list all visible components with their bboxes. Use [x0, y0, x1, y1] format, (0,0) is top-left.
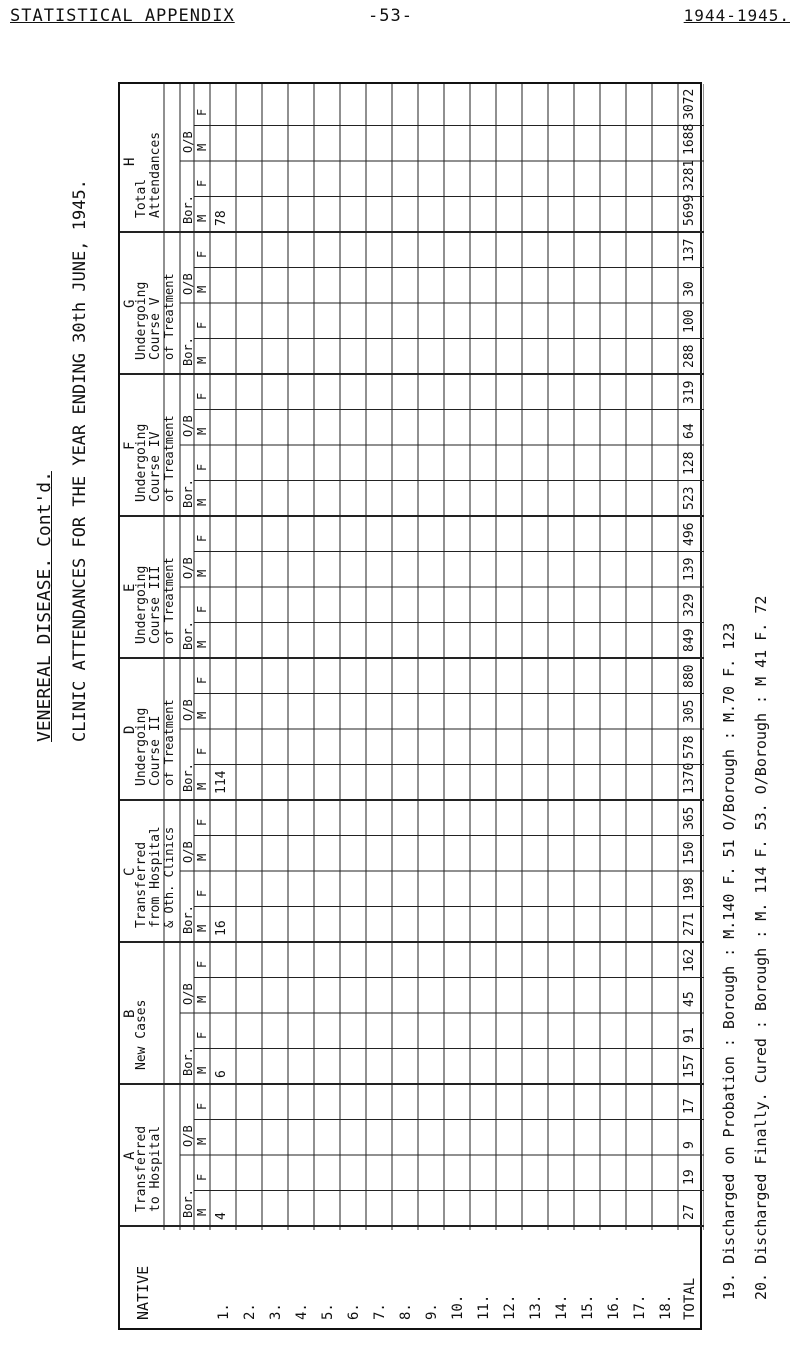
group-letter: H	[122, 157, 138, 166]
group-letter: A	[122, 1151, 138, 1160]
sex-header: F	[195, 676, 209, 684]
total-cell: 319	[682, 380, 697, 404]
row-label: 3.	[268, 1303, 284, 1320]
row-label: 10.	[450, 1294, 466, 1320]
sex-header: M	[195, 782, 209, 790]
sub-header-ob: O/B	[181, 983, 195, 1005]
total-cell: 64	[682, 423, 697, 439]
group-label: of Treatment	[162, 415, 176, 502]
group-letter: G	[122, 299, 138, 308]
total-cell: 3281	[682, 159, 697, 191]
group-label: Course V	[148, 297, 163, 360]
group-label: Attendances	[148, 131, 163, 218]
sex-header: F	[195, 534, 209, 542]
total-cell: 100	[682, 309, 697, 333]
sex-header: F	[195, 463, 209, 471]
sub-header-bor: Bor.	[181, 763, 195, 792]
sub-header-ob: O/B	[181, 1125, 195, 1147]
group-letter: D	[122, 725, 138, 734]
total-cell: 17	[682, 1097, 697, 1114]
total-cell: 91	[682, 1026, 697, 1043]
sex-header: F	[195, 1031, 209, 1039]
total-cell: 288	[682, 344, 697, 368]
total-cell: 137	[682, 238, 697, 262]
total-cell: 578	[682, 735, 697, 759]
sex-header: M	[195, 1137, 209, 1145]
row-label: 11.	[476, 1294, 492, 1320]
row-label: 15.	[580, 1294, 596, 1320]
sex-header: M	[195, 924, 209, 932]
sub-header-ob: O/B	[181, 841, 195, 863]
sex-header: M	[195, 1208, 209, 1216]
sub-header-ob: O/B	[181, 557, 195, 579]
sub-header-bor: Bor.	[181, 1047, 195, 1076]
sex-header: M	[195, 1066, 209, 1074]
sub-header-bor: Bor.	[181, 621, 195, 650]
data-cell: 114	[214, 770, 229, 794]
total-cell: 1688	[682, 123, 697, 155]
group-letter: E	[122, 583, 138, 592]
total-cell: 27	[682, 1204, 697, 1220]
row-label: 5.	[320, 1303, 336, 1320]
total-cell: 880	[682, 664, 697, 688]
year-range: 1944-1945.	[683, 6, 790, 25]
data-cell: 4	[214, 1212, 229, 1220]
sex-header: F	[195, 321, 209, 329]
group-label: Course II	[148, 715, 163, 786]
total-cell: 5699	[682, 194, 697, 226]
group-label: & Oth. Clinics	[162, 826, 176, 928]
group-label: Total	[134, 178, 149, 218]
total-cell: 139	[682, 557, 697, 581]
sub-header-bor: Bor.	[181, 337, 195, 366]
sex-header: F	[195, 818, 209, 826]
data-cell: 78	[214, 210, 229, 226]
sex-header: M	[195, 569, 209, 577]
group-label: Transferred	[134, 841, 149, 928]
sub-header-bor: Bor.	[181, 479, 195, 508]
group-letter: C	[122, 867, 138, 876]
sex-header: M	[195, 427, 209, 435]
sex-header: F	[195, 179, 209, 187]
group-label: of Treatment	[162, 699, 176, 786]
row-label: 9.	[424, 1303, 440, 1320]
total-cell: 3072	[682, 88, 697, 120]
row-label: 2.	[242, 1303, 258, 1320]
total-cell: 198	[682, 877, 697, 901]
total-cell: 1370	[682, 762, 697, 794]
total-cell: 157	[682, 1054, 697, 1078]
sex-header: M	[195, 356, 209, 364]
total-cell: 19	[682, 1168, 697, 1185]
group-label: of Treatment	[162, 273, 176, 360]
total-cell: 271	[682, 912, 697, 936]
group-label: Undergoing	[134, 707, 149, 786]
row-label: 1.	[216, 1303, 232, 1320]
total-cell: 9	[682, 1141, 697, 1149]
sex-header: F	[195, 747, 209, 755]
sex-header: F	[195, 1102, 209, 1110]
total-cell: 45	[682, 991, 697, 1007]
total-cell: 150	[682, 841, 697, 865]
group-label: Course IV	[148, 431, 163, 502]
row-label: 7.	[372, 1303, 388, 1320]
sex-header: F	[195, 108, 209, 116]
sub-header-ob: O/B	[181, 699, 195, 721]
sub-header-bor: Bor.	[181, 195, 195, 224]
sex-header: F	[195, 392, 209, 400]
total-cell: 30	[682, 281, 697, 297]
sex-header: F	[195, 960, 209, 968]
total-cell: 162	[682, 948, 697, 972]
group-label: to Hospital	[148, 1125, 163, 1212]
sex-header: M	[195, 711, 209, 719]
sex-header: F	[195, 889, 209, 897]
row-label: 18.	[658, 1294, 674, 1320]
footnote-19: 19. Discharged on Probation : Borough : M.140 F. 51 O/Borough : M.70 F. 123	[720, 622, 738, 1300]
group-label: from Hospital	[148, 826, 163, 928]
row-label: 8.	[398, 1303, 414, 1320]
row-label: 12.	[502, 1294, 518, 1320]
sex-header: F	[195, 605, 209, 613]
sub-header-bor: Bor.	[181, 1189, 195, 1218]
sex-header: M	[195, 285, 209, 293]
sex-header: M	[195, 853, 209, 861]
row-label: 17.	[632, 1294, 648, 1320]
page-number: -53-	[368, 6, 413, 26]
row-label: 13.	[528, 1294, 544, 1320]
total-label: TOTAL	[682, 1277, 698, 1320]
sub-header-ob: O/B	[181, 131, 195, 153]
sex-header: F	[195, 250, 209, 258]
data-cell: 16	[214, 920, 229, 936]
group-letter: F	[122, 441, 138, 450]
page-header	[10, 6, 790, 32]
total-cell: 128	[682, 451, 697, 475]
attendance-table	[118, 82, 702, 1330]
group-label: Undergoing	[134, 423, 149, 502]
group-label: Undergoing	[134, 281, 149, 360]
group-label: Undergoing	[134, 565, 149, 644]
sex-header: M	[195, 640, 209, 648]
total-cell: 523	[682, 486, 697, 510]
total-cell: 496	[682, 522, 697, 546]
sex-header: M	[195, 498, 209, 506]
sub-header-ob: O/B	[181, 415, 195, 437]
data-cell: 6	[214, 1070, 229, 1078]
group-label: Course III	[148, 565, 163, 644]
row-label: 14.	[554, 1294, 570, 1320]
sex-header: M	[195, 143, 209, 151]
sub-header-ob: O/B	[181, 273, 195, 295]
appendix-title: STATISTICAL APPENDIX	[10, 6, 235, 26]
total-cell: 849	[682, 628, 697, 652]
group-label: Transferred	[134, 1125, 149, 1212]
table-title: CLINIC ATTENDANCES FOR THE YEAR ENDING 30th JUNE, 1945.	[70, 179, 90, 742]
total-cell: 305	[682, 699, 697, 723]
native-label: NATIVE	[134, 1265, 152, 1320]
row-label: 6.	[346, 1303, 362, 1320]
continued-title: VENEREAL DISEASE. Cont'd.	[34, 471, 55, 742]
sex-header: M	[195, 995, 209, 1003]
row-label: 16.	[606, 1294, 622, 1320]
sex-header: M	[195, 214, 209, 222]
footnote-20: 20. Discharged Finally. Cured : Borough : M. 114 F. 53. O/Borough : M 41 F. 72	[752, 595, 770, 1300]
total-cell: 329	[682, 593, 697, 617]
sub-header-bor: Bor.	[181, 905, 195, 934]
row-label: 4.	[294, 1303, 310, 1320]
sex-header: F	[195, 1173, 209, 1181]
group-letter: B	[122, 1009, 138, 1018]
group-label: New Cases	[134, 999, 149, 1070]
total-cell: 365	[682, 806, 697, 830]
group-label: of Treatment	[162, 557, 176, 644]
